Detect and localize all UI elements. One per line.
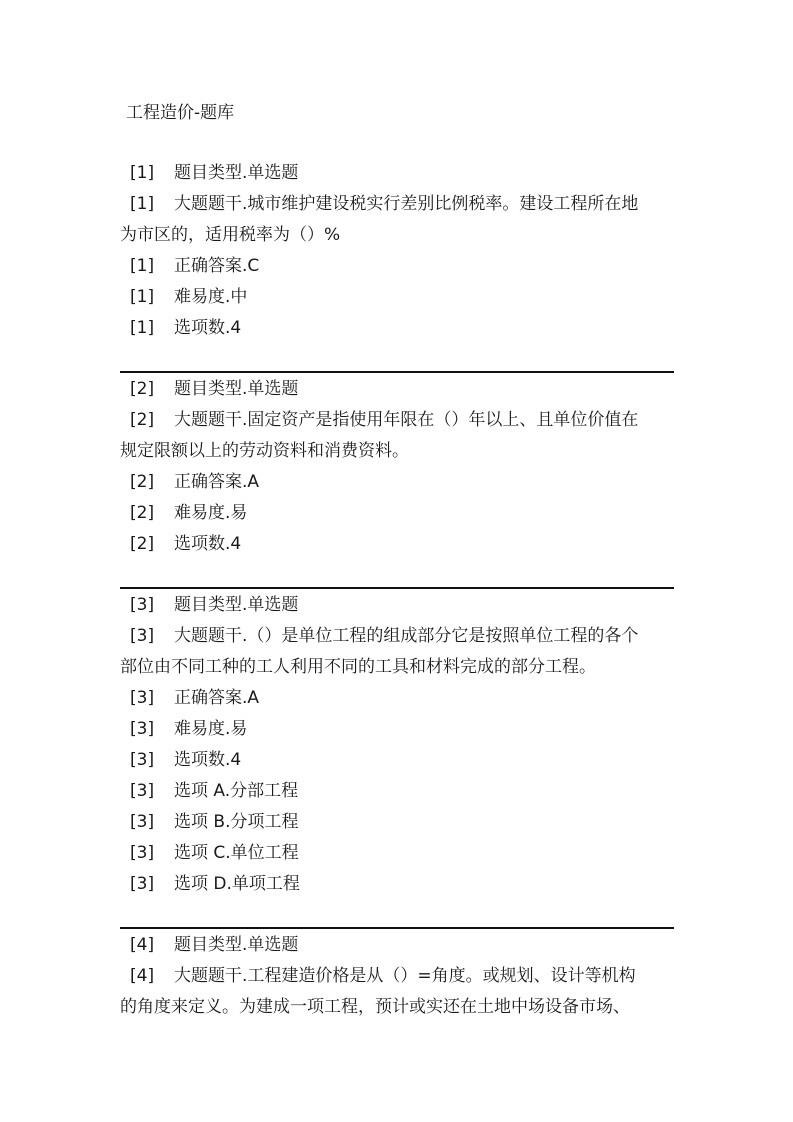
option-count: 选项数.4 — [174, 534, 242, 554]
question-stem-line1: 大题题干.（）是单位工程的组成部分它是按照单位工程的各个 — [174, 626, 639, 646]
question-number: [3] — [130, 843, 155, 863]
question-number: [3] — [130, 595, 155, 615]
option-row-d — [120, 869, 676, 900]
question-divider — [120, 371, 674, 373]
question-type: 题目类型.单选题 — [174, 163, 299, 183]
question-type: 题目类型.单选题 — [174, 379, 299, 399]
question-stem-row — [120, 405, 676, 436]
question-stem-continued: 规定限额以上的劳动资料和消费资料。 — [120, 441, 409, 461]
question-stem-continued: 部位由不同工种的工人利用不同的工具和材料完成的部分工程。 — [120, 657, 596, 677]
option-count-row — [120, 529, 676, 560]
difficulty: 难易度.易 — [174, 719, 248, 739]
question-number: [2] — [130, 472, 155, 492]
question-stem-row — [120, 189, 676, 220]
answer-row — [120, 251, 676, 282]
question-stem-row — [120, 621, 676, 652]
difficulty-row — [120, 498, 676, 529]
correct-answer: 正确答案.C — [174, 256, 260, 276]
option-count-row — [120, 745, 676, 776]
question-type-row — [120, 374, 676, 405]
option-count: 选项数.4 — [174, 750, 242, 770]
difficulty: 难易度.中 — [174, 287, 248, 307]
question-number: [3] — [130, 719, 155, 739]
question-number: [3] — [130, 626, 155, 646]
difficulty: 难易度.易 — [174, 503, 248, 523]
option-a: 选项 A.分部工程 — [174, 781, 299, 801]
option-row-b — [120, 807, 676, 838]
option-b: 选项 B.分项工程 — [174, 812, 299, 832]
question-number: [3] — [130, 781, 155, 801]
question-number: [3] — [130, 812, 155, 832]
answer-row — [120, 683, 676, 714]
question-stem-continued: 的角度来定义。为建成一项工程，预计或实还在土地中场设备市场、 — [120, 997, 630, 1017]
question-number: [3] — [130, 750, 155, 770]
question-number: [1] — [130, 318, 155, 338]
question-divider — [120, 927, 674, 929]
question-type: 题目类型.单选题 — [174, 935, 299, 955]
difficulty-row — [120, 714, 676, 745]
question-number: [1] — [130, 163, 155, 183]
question-number: [1] — [130, 287, 155, 307]
question-divider — [120, 587, 674, 589]
question-stem-line1: 大题题干.工程建造价格是从（）=角度。或规划、设计等机构 — [174, 966, 636, 986]
option-c: 选项 C.单位工程 — [174, 843, 299, 863]
question-stem-continued: 为市区的，适用税率为（）% — [120, 225, 341, 245]
question-type: 题目类型.单选题 — [174, 595, 299, 615]
option-row-c — [120, 838, 676, 869]
question-stem-line1: 大题题干.城市维护建设税实行差别比例税率。建设工程所在地 — [174, 194, 639, 214]
question-block-1 — [120, 158, 676, 344]
document-title: 工程造价-题库 — [126, 103, 235, 123]
option-d: 选项 D.单项工程 — [174, 874, 300, 894]
question-number: [2] — [130, 503, 155, 523]
answer-row — [120, 467, 676, 498]
option-count-row — [120, 313, 676, 344]
option-row-a — [120, 776, 676, 807]
question-number: [2] — [130, 379, 155, 399]
question-number: [2] — [130, 410, 155, 430]
question-number: [1] — [130, 256, 155, 276]
option-count: 选项数.4 — [174, 318, 242, 338]
question-block-4 — [120, 930, 676, 1023]
question-number: [2] — [130, 534, 155, 554]
question-number: [3] — [130, 688, 155, 708]
question-number: [3] — [130, 874, 155, 894]
question-number: [4] — [130, 966, 155, 986]
correct-answer: 正确答案.A — [174, 472, 260, 492]
question-block-2 — [120, 374, 676, 560]
question-number: [1] — [130, 194, 155, 214]
question-stem-line1: 大题题干.固定资产是指使用年限在（）年以上、且单位价值在 — [174, 410, 639, 430]
question-block-3 — [120, 590, 676, 900]
question-number: [4] — [130, 935, 155, 955]
question-type-row — [120, 590, 676, 621]
correct-answer: 正确答案.A — [174, 688, 260, 708]
question-stem-row — [120, 961, 676, 992]
difficulty-row — [120, 282, 676, 313]
question-type-row — [120, 158, 676, 189]
question-type-row — [120, 930, 676, 961]
